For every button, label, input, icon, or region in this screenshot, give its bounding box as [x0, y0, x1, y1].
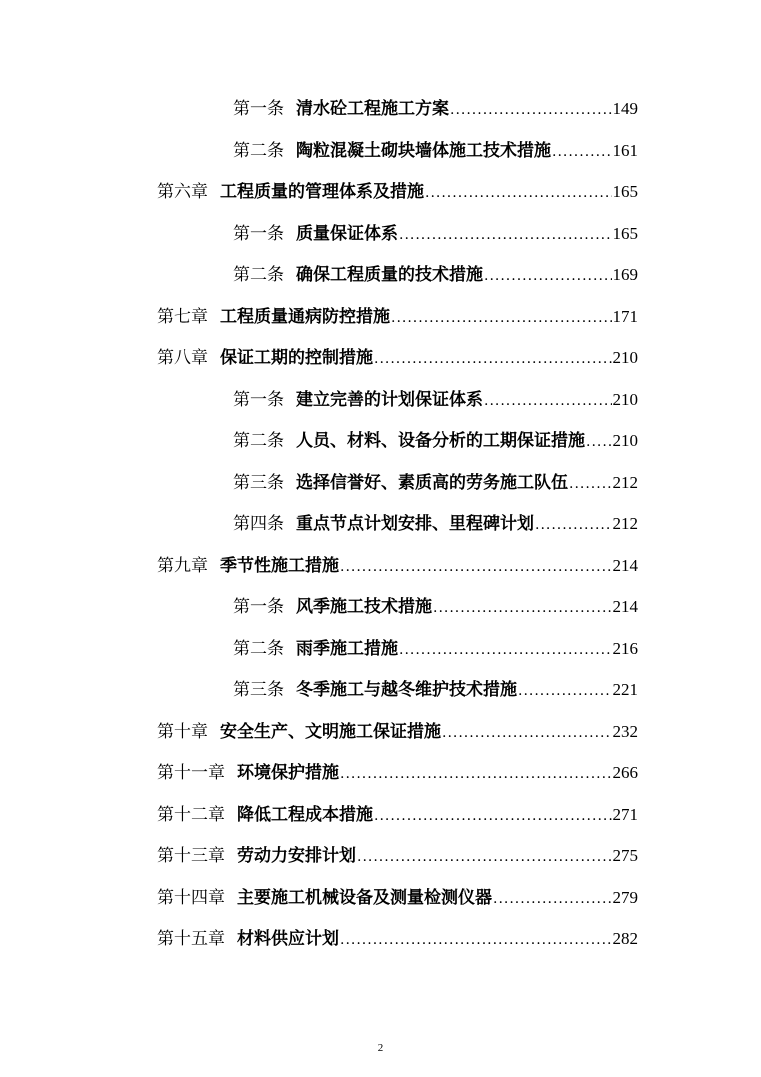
toc-entry[interactable] [0, 215, 761, 257]
toc-entry-title: 保证工期的控制措施 [220, 348, 373, 368]
toc-entry-page: 279 [612, 887, 638, 907]
toc-dot-leader [442, 714, 612, 752]
toc-entry[interactable] [0, 588, 761, 630]
toc-dot-leader [399, 216, 612, 254]
toc-entry-page: 161 [612, 140, 638, 160]
toc-entry[interactable] [0, 173, 761, 215]
toc-dot-leader [357, 838, 612, 876]
toc-entry-page: 165 [612, 223, 638, 243]
toc-entry[interactable] [0, 422, 761, 464]
toc-dot-leader [340, 548, 612, 586]
toc-entry-number: 第十二章 [157, 804, 225, 825]
toc-dot-leader [552, 133, 612, 171]
toc-entry-title: 季节性施工措施 [220, 555, 339, 576]
toc-dot-leader [484, 382, 612, 420]
toc-entry-page: 212 [612, 514, 638, 533]
toc-dot-leader [569, 465, 612, 503]
toc-entry-title: 雨季施工措施 [296, 638, 398, 659]
toc-entry-title: 工程质量通病防控措施 [220, 306, 390, 327]
toc-dot-leader [586, 423, 612, 461]
toc-entry[interactable] [0, 796, 761, 838]
toc-entry-page: 149 [612, 99, 638, 118]
toc-entry-page: 210 [612, 348, 638, 367]
toc-dot-leader [493, 880, 612, 918]
toc-entry[interactable] [0, 339, 761, 381]
toc-entry-number: 第一条 [233, 389, 284, 410]
toc-entry-title: 人员、材料、设备分析的工期保证措施 [296, 431, 585, 451]
toc-entry-number: 第二条 [233, 431, 284, 451]
toc-entry[interactable] [0, 132, 761, 174]
toc-dot-leader [484, 257, 612, 295]
toc-entry[interactable] [0, 837, 761, 879]
toc-entry-page: 214 [612, 597, 638, 616]
toc-dot-leader [374, 340, 612, 378]
toc-dot-leader [535, 506, 612, 544]
toc-entry[interactable] [0, 713, 761, 755]
toc-dot-leader [391, 299, 612, 337]
toc-entry-number: 第六章 [157, 182, 208, 202]
toc-entry-number: 第八章 [157, 348, 208, 368]
toc-entry-page: 165 [612, 182, 638, 201]
toc-entry[interactable] [0, 505, 761, 547]
toc-entry-title: 工程质量的管理体系及措施 [220, 182, 424, 202]
toc-entry-number: 第二条 [233, 265, 284, 285]
toc-entry-page: 275 [612, 846, 638, 865]
toc-dot-leader [433, 589, 612, 627]
toc-dot-leader [340, 921, 612, 959]
toc-entry-title: 环境保护措施 [237, 763, 339, 783]
toc-dot-leader [425, 174, 612, 212]
toc-entry-number: 第一条 [233, 223, 284, 244]
toc-dot-leader [518, 672, 612, 710]
toc-entry-number: 第一条 [233, 99, 284, 119]
toc-entry-page: 214 [612, 555, 638, 575]
toc-entry-number: 第十四章 [157, 887, 225, 908]
toc-entry-title: 清水砼工程施工方案 [296, 99, 449, 119]
toc-entry-title: 降低工程成本措施 [237, 804, 373, 825]
toc-entry-title: 主要施工机械设备及测量检测仪器 [237, 887, 492, 908]
toc-entry-page: 210 [612, 389, 638, 409]
toc-entry[interactable] [0, 381, 761, 423]
toc-entry-title: 陶粒混凝土砌块墙体施工技术措施 [296, 140, 551, 161]
toc-entry-number: 第二条 [233, 638, 284, 659]
toc-dot-leader [450, 91, 612, 129]
toc-dot-leader [399, 631, 612, 669]
toc-entry-number: 第九章 [157, 555, 208, 576]
page-number-footer: 2 [377, 1042, 384, 1054]
toc-entry-title: 材料供应计划 [237, 929, 339, 949]
toc-entry-title: 安全生产、文明施工保证措施 [220, 721, 441, 742]
toc-entry[interactable] [0, 671, 761, 713]
toc-entry-page: 266 [612, 763, 638, 782]
toc-entry-number: 第四条 [233, 514, 284, 534]
toc-dot-leader [340, 755, 612, 793]
toc-entry-page: 216 [612, 638, 638, 658]
toc-entry[interactable] [0, 90, 761, 132]
toc-entry-page: 212 [612, 472, 638, 492]
toc-entry-page: 271 [612, 804, 638, 824]
toc-entry-number: 第三条 [233, 680, 284, 700]
toc-entry[interactable] [0, 464, 761, 506]
toc-entry-title: 质量保证体系 [296, 223, 398, 244]
toc-entry-number: 第一条 [233, 597, 284, 617]
toc-entry[interactable] [0, 630, 761, 672]
toc-entry-page: 169 [612, 265, 638, 284]
table-of-contents [0, 90, 761, 962]
toc-entry-number: 第三条 [233, 472, 284, 493]
toc-entry[interactable] [0, 298, 761, 340]
toc-entry-number: 第十章 [157, 721, 208, 742]
toc-entry-page: 210 [612, 431, 638, 450]
toc-entry[interactable] [0, 754, 761, 796]
toc-entry[interactable] [0, 920, 761, 962]
toc-dot-leader [374, 797, 612, 835]
toc-entry-number: 第十五章 [157, 929, 225, 949]
toc-entry-number: 第十三章 [157, 846, 225, 866]
toc-entry-page: 282 [612, 929, 638, 948]
toc-entry-title: 重点节点计划安排、里程碑计划 [296, 514, 534, 534]
toc-entry-page: 232 [612, 721, 638, 741]
toc-entry-title: 建立完善的计划保证体系 [296, 389, 483, 410]
toc-entry[interactable] [0, 547, 761, 589]
toc-entry-title: 选择信誉好、素质高的劳务施工队伍 [296, 472, 568, 493]
toc-entry-title: 冬季施工与越冬维护技术措施 [296, 680, 517, 700]
toc-entry-title: 风季施工技术措施 [296, 597, 432, 617]
toc-entry-title: 劳动力安排计划 [237, 846, 356, 866]
toc-entry[interactable] [0, 879, 761, 921]
toc-entry-number: 第七章 [157, 306, 208, 327]
toc-entry-title: 确保工程质量的技术措施 [296, 265, 483, 285]
toc-entry[interactable] [0, 256, 761, 298]
toc-entry-page: 171 [612, 306, 638, 326]
toc-entry-number: 第二条 [233, 140, 284, 161]
toc-entry-number: 第十一章 [157, 763, 225, 783]
toc-entry-page: 221 [612, 680, 638, 699]
